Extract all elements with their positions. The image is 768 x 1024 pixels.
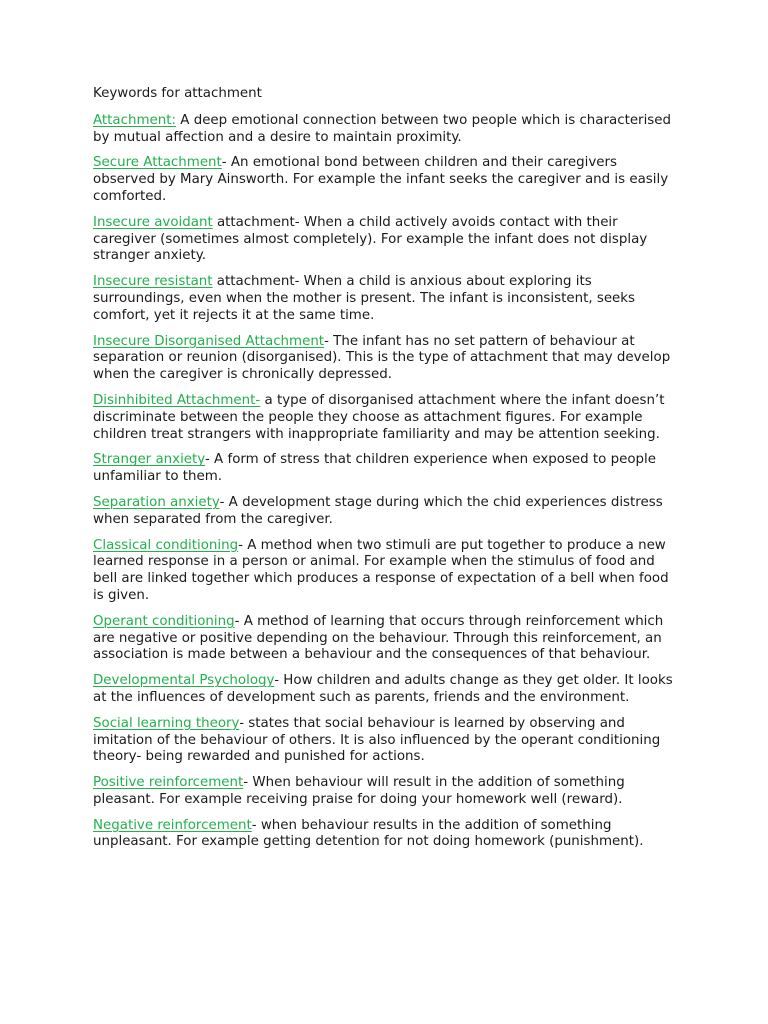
keyword-term-link[interactable]: Developmental Psychology <box>93 673 275 689</box>
keyword-entry <box>93 452 678 486</box>
keyword-definition: - A method when two stimuli are put together to produce a new learned response in a person or animal. For example when the stimulus of food and bell are linked together which produces a response of expectation of a bell when food is given. <box>93 537 669 603</box>
keyword-entry <box>93 155 678 205</box>
keyword-definition: attachment- When a child is anxious about exploring its surroundings, even when the mother is present. The infant is inconsistent, seeks comfort, yet it rejects it at the same time. <box>93 274 636 323</box>
keyword-entry <box>93 334 678 384</box>
keyword-definition: - When behaviour will result in the addition of something pleasant. For example receiving praise for doing your homework well (reward). <box>93 775 625 807</box>
keyword-term-link[interactable]: Insecure avoidant <box>93 214 213 230</box>
document-title: Keywords for attachment <box>93 86 262 101</box>
keyword-term-link[interactable]: Insecure resistant <box>93 274 213 290</box>
keyword-entry <box>93 614 678 664</box>
keyword-entry <box>93 113 678 147</box>
keyword-term-link[interactable]: Disinhibited Attachment- <box>93 392 261 408</box>
keyword-entry <box>93 673 678 707</box>
keyword-term-link[interactable]: Secure Attachment <box>93 155 222 171</box>
keyword-definition: - when behaviour results in the addition of something unpleasant. For example getting detention for not doing homework (punishment). <box>93 817 644 850</box>
keyword-definition: a type of disorganised attachment where the infant doesn’t discriminate between the people they choose as attachment figures. For example children treat strangers with inappropriate familiarity and may be attention seeking. <box>93 392 665 442</box>
keyword-term-link[interactable]: Classical conditioning <box>93 537 239 553</box>
keyword-entry <box>93 274 678 324</box>
keyword-entry <box>93 495 678 529</box>
keyword-term-link[interactable]: Operant conditioning <box>93 613 235 629</box>
keyword-entry <box>93 818 678 852</box>
keyword-term-link[interactable]: Attachment: <box>93 112 177 128</box>
keyword-definition: attachment- When a child actively avoids contact with their caregiver (sometimes almost completely). For example the infant does not display stranger anxiety. <box>93 214 648 264</box>
keyword-term-link[interactable]: Social learning theory <box>93 715 240 731</box>
keyword-definition: - A method of learning that occurs through reinforcement which are negative or positive depending on the behaviour. Through this reinforcement, an association is made between a behaviour and the consequences of that behaviour. <box>93 613 664 663</box>
keyword-entry <box>93 393 678 443</box>
keyword-term-link[interactable]: Stranger anxiety <box>93 452 205 468</box>
document-page <box>93 86 678 860</box>
keyword-entry <box>93 716 678 766</box>
keyword-definition: A deep emotional connection between two people which is characterised by mutual affection and a desire to maintain proximity. <box>93 112 671 145</box>
keyword-definition: - How children and adults change as they get older. It looks at the influences of development such as parents, friends and the environment. <box>93 673 673 705</box>
keyword-entry <box>93 775 678 809</box>
keyword-definition: - A development stage during which the chid experiences distress when separated from the caregiver. <box>93 494 663 527</box>
keyword-term-link[interactable]: Separation anxiety <box>93 494 220 510</box>
keyword-definition: - states that social behaviour is learned by observing and imitation of the behaviour of others. It is also influenced by the operant conditioning theory- being rewarded and punished for actions. <box>93 715 661 765</box>
keyword-definition: - The infant has no set pattern of behaviour at separation or reunion (disorganised). This is the type of attachment that may develop when the caregiver is chronically depressed. <box>93 333 671 383</box>
keyword-definition: - A form of stress that children experience when exposed to people unfamiliar to them. <box>93 452 657 485</box>
keyword-entry <box>93 215 678 265</box>
keyword-list <box>93 113 678 851</box>
keyword-entry <box>93 538 678 605</box>
keyword-term-link[interactable]: Insecure Disorganised Attachment <box>93 333 325 349</box>
keyword-term-link[interactable]: Negative reinforcement <box>93 817 252 833</box>
keyword-term-link[interactable]: Positive reinforcement <box>93 775 244 791</box>
keyword-definition: - An emotional bond between children and their caregivers observed by Mary Ainsworth. For example the infant seeks the caregiver and is easily comforted. <box>93 155 669 204</box>
